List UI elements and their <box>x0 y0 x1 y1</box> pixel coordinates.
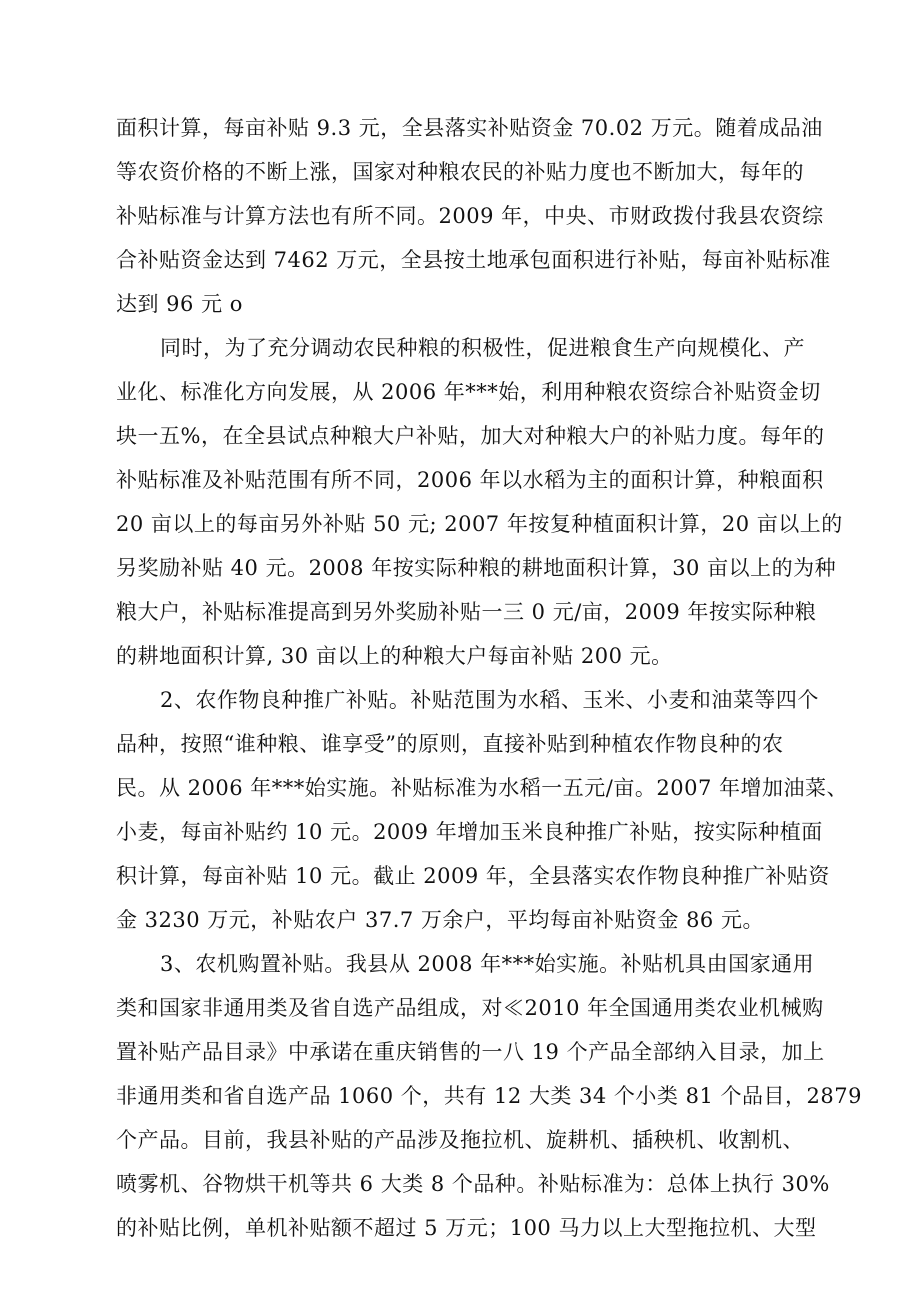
text-line: 喷雾机、谷物烘干机等共 6 大类 8 个品种。补贴标准为：总体上执行 30% <box>116 1172 830 1196</box>
text-line: 的补贴比例，单机补贴额不超过 5 万元；100 马力以上大型拖拉机、大型 <box>116 1216 817 1240</box>
text-line: 补贴标准与计算方法也有所不同。2009 年，中央、市财政拨付我县农资综 <box>116 204 824 228</box>
text-line: 民。从 2006 年***始实施。补贴标准为水稻一五元/亩。2007 年增加油菜、 <box>116 776 848 800</box>
text-line: 置补贴产品目录》中承诺在重庆销售的一八 19 个产品全部纳入目录，加上 <box>116 1040 825 1064</box>
text-line: 另奖励补贴 40 元。2008 年按实际种粮的耕地面积计算，30 亩以上的为种 <box>116 556 837 580</box>
text-line: 达到 96 元 o <box>116 292 243 316</box>
text-line: 个产品。目前，我县补贴的产品涉及拖拉机、旋耕机、插秧机、收割机、 <box>116 1128 804 1152</box>
text-line: 等农资价格的不断上涨，国家对种粮农民的补贴力度也不断加大，每年的 <box>116 160 804 184</box>
text-line: 补贴标准及补贴范围有所不同，2006 年以水稻为主的面积计算，种粮面积 <box>116 468 824 492</box>
text-line: 品种，按照“谁种粮、谁享受”的原则，直接补贴到种植农作物良种的农 <box>116 732 784 756</box>
text-line: 块一五%，在全县试点种粮大户补贴，加大对种粮大户的补贴力度。每年的 <box>116 424 825 448</box>
text-line: 业化、标准化方向发展，从 2006 年***始，利用种粮农资综合补贴资金切 <box>116 380 821 404</box>
text-line: 面积计算，每亩补贴 9.3 元，全县落实补贴资金 70.02 万元。随着成品油 <box>116 116 823 140</box>
paragraph-start-line: 2、农作物良种推广补贴。补贴范围为水稻、玉米、小麦和油菜等四个 <box>160 688 819 712</box>
text-line: 金 3230 万元，补贴农户 37.7 万余户，平均每亩补贴资金 86 元。 <box>116 908 764 932</box>
paragraph-start-line: 3、农机购置补贴。我县从 2008 年***始实施。补贴机具由国家通用 <box>160 952 815 976</box>
text-line: 合补贴资金达到 7462 万元，全县按土地承包面积进行补贴，每亩补贴标准 <box>116 248 831 272</box>
text-line: 积计算，每亩补贴 10 元。截止 2009 年，全县落实农作物良种推广补贴资 <box>116 864 830 888</box>
text-line: 粮大户，补贴标准提高到另外奖励补贴一三 0 元/亩，2009 年按实际种粮 <box>116 600 817 624</box>
text-line: 20 亩以上的每亩另外补贴 50 元; 2007 年按复种植面积计算，20 亩以上的 <box>116 512 843 536</box>
text-line: 类和国家非通用类及省自选产品组成，对≪2010 年全国通用类农业机械购 <box>116 996 824 1020</box>
text-line: 小麦，每亩补贴约 10 元。2009 年增加玉米良种推广补贴，按实际种植面 <box>116 820 823 844</box>
text-line: 非通用类和省自选产品 1060 个，共有 12 大类 34 个小类 81 个品目，2879 <box>116 1084 862 1108</box>
text-line: 的耕地面积计算, 30 亩以上的种粮大户每亩补贴 200 元。 <box>116 644 673 668</box>
paragraph-start-line: 同时，为了充分调动农民种粮的积极性，促进粮食生产向规模化、产 <box>160 336 805 360</box>
